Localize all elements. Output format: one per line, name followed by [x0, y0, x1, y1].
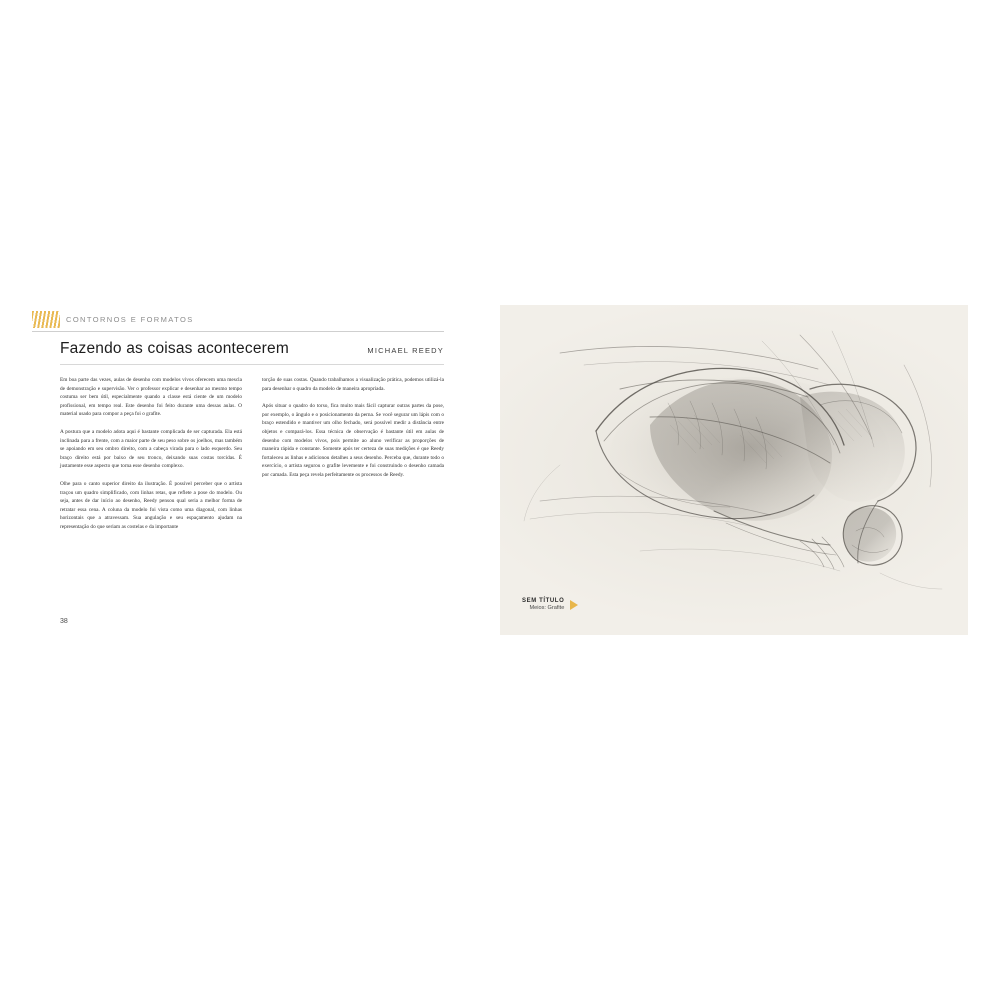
page-number: 38	[60, 618, 68, 625]
paragraph: A postura que a modelo adota aqui é bastante complicada de ser capturada. Ela está inclinada para a frente, com a maior parte de seu peso sobre os joelhos, mas também se apoiando em seu ombro direito, com a cabeça virada para o lado esquerdo. Seu braço direito está por baixo de seu tronco, deixando suas costas torcidas. É justamente esse aspecto que torna esse desenho complexo.	[60, 428, 242, 470]
caption-subtitle: Meios: Grafite	[529, 605, 565, 611]
paragraph: torção de suas costas. Quando trabalhamos a visualização prática, podemos utilizá-la para desenhar o quadro da modelo de maneira apropriada.	[262, 377, 444, 392]
title-row	[60, 340, 444, 358]
section-kicker-label: CONTORNOS E FORMATOS	[66, 314, 194, 324]
artwork-figure-drawing	[500, 305, 968, 635]
caption-title: SEM TÍTULO	[522, 598, 565, 604]
paragraph: Após situar o quadro do torso, fica muito mais fácil capturar outras partes da pose, por exemplo, o ângulo e o posicionamento da perna. Se você segurar um lápis com o braço estendido e mantiver um olho fechado, será possível medir a distância entre objetos e compará-los. Essa técnica de observação é bastante útil em aulas de desenho com modelos vivos, pois permite ao aluno verificar as proporções de maneira rápida e constante. Somente após ter certeza de suas medições é que Reedy fortaleceu as linhas e adicionou detalhes a seus desenho. Perceba que, durante todo o exercício, o artista segurou o grafite levemente e foi construindo o desenho camada por camada. Esta peça revela perfeitamente os processos de Reedy.	[262, 403, 444, 478]
divider-top	[32, 331, 444, 332]
paragraph: Olhe para o canto superior direito da ilustração. É possível perceber que o artista traçou um quadro simplificado, com linhas retas, que reflete a pose do modelo. Ou seja, antes de dar início ao desenho, Reedy pensou qual seria a melhor forma de retratar essa cena. A coluna da modelo foi vista como uma diagonal, com linhas horizontais que a atravessam. Sua angulação e seu espaçamento ajudam na representação do que seriam as costelas e da importante	[60, 480, 242, 530]
triangle-right-icon	[570, 600, 578, 610]
body-column-2	[262, 376, 444, 541]
highlight-mark-icon	[32, 311, 60, 328]
section-kicker	[32, 308, 194, 330]
author-byline: MICHAEL REEDY	[367, 346, 444, 355]
divider-under-title	[60, 364, 444, 365]
paragraph: Em boa parte das vezes, aulas de desenho com modelos vivos oferecem uma mescla de demonstração e supervisão. Ver o professor explicar e desenhar ao mesmo tempo costuma ser bem útil, especialmente quando a classe está ciente de um modelo profissional, em tempo real. Este desenho foi feito durante uma dessas aulas. O material usado para compor a peça foi o grafite.	[60, 377, 242, 418]
body-columns	[60, 376, 444, 541]
artwork-caption	[522, 598, 578, 611]
right-page-plate	[500, 305, 968, 635]
caption-text	[522, 598, 564, 611]
body-column-1	[60, 376, 242, 541]
page-title: Fazendo as coisas acontecerem	[60, 340, 289, 357]
left-page	[32, 300, 480, 640]
